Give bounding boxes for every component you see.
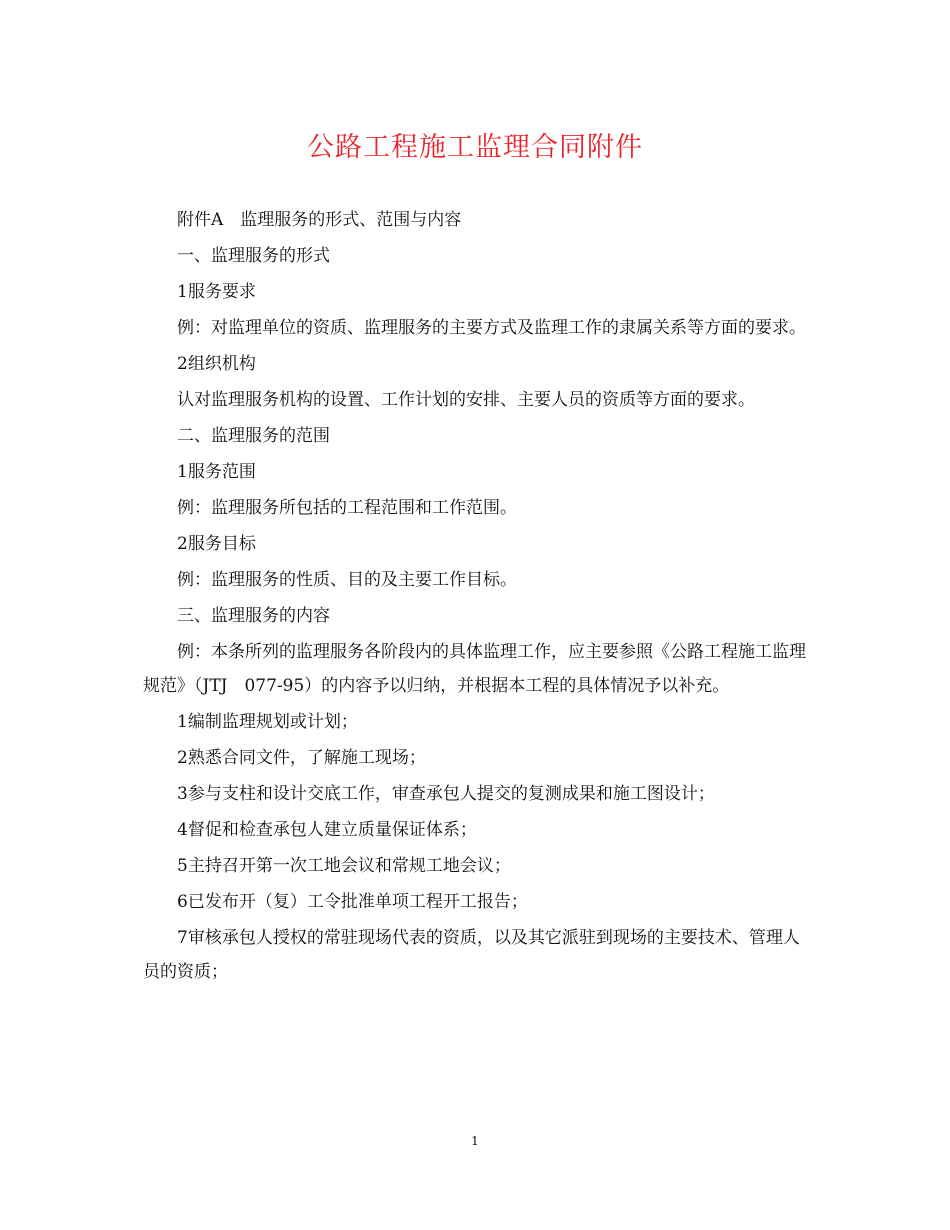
paragraph: 例：对监理单位的资质、监理服务的主要方式及监理工作的隶属关系等方面的要求。 [177,318,806,338]
paragraph: 一、监理服务的形式 [177,246,330,266]
paragraph: 1编制监理规划或计划； [177,712,358,732]
paragraph: 例：监理服务的性质、目的及主要工作目标。 [177,570,517,590]
paragraph: 4督促和检查承包人建立质量保证体系； [177,820,477,840]
paragraph: 2熟悉合同文件，了解施工现场； [177,748,426,768]
paragraph: 2服务目标 [177,534,256,554]
document-title: 公路工程施工监理合同附件 [307,132,643,163]
paragraph: 7审核承包人授权的常驻现场代表的资质，以及其它派驻到现场的主要技术、管理人员的资质； [143,928,800,982]
paragraph: 1服务要求 [177,282,256,302]
paragraph: 认对监理服务机构的设置、工作计划的安排、主要人员的资质等方面的要求。 [177,390,755,410]
paragraph: 二、监理服务的范围 [177,426,330,446]
paragraph: 例：监理服务所包括的工程范围和工作范围。 [177,498,517,518]
paragraph: 3参与支柱和设计交底工作，审查承包人提交的复测成果和施工图设计； [177,784,715,804]
paragraph: 三、监理服务的内容 [177,606,330,626]
paragraph: 例：本条所列的监理服务各阶段内的具体监理工作，应主要参照《公路工程施工监理规范》（JTJ 077-95）的内容予以归纳，并根据本工程的具体情况予以补充。 [143,642,806,696]
paragraph: 6已发布开（复）工令批准单项工程开工报告； [177,892,528,912]
page-number: 1 [471,1134,479,1148]
paragraph: 1服务范围 [177,462,256,482]
paragraph: 附件A 监理服务的形式、范围与内容 [177,210,462,230]
paragraph: 5主持召开第一次工地会议和常规工地会议； [177,856,511,876]
paragraph: 2组织机构 [177,354,256,374]
document-body [143,203,807,991]
